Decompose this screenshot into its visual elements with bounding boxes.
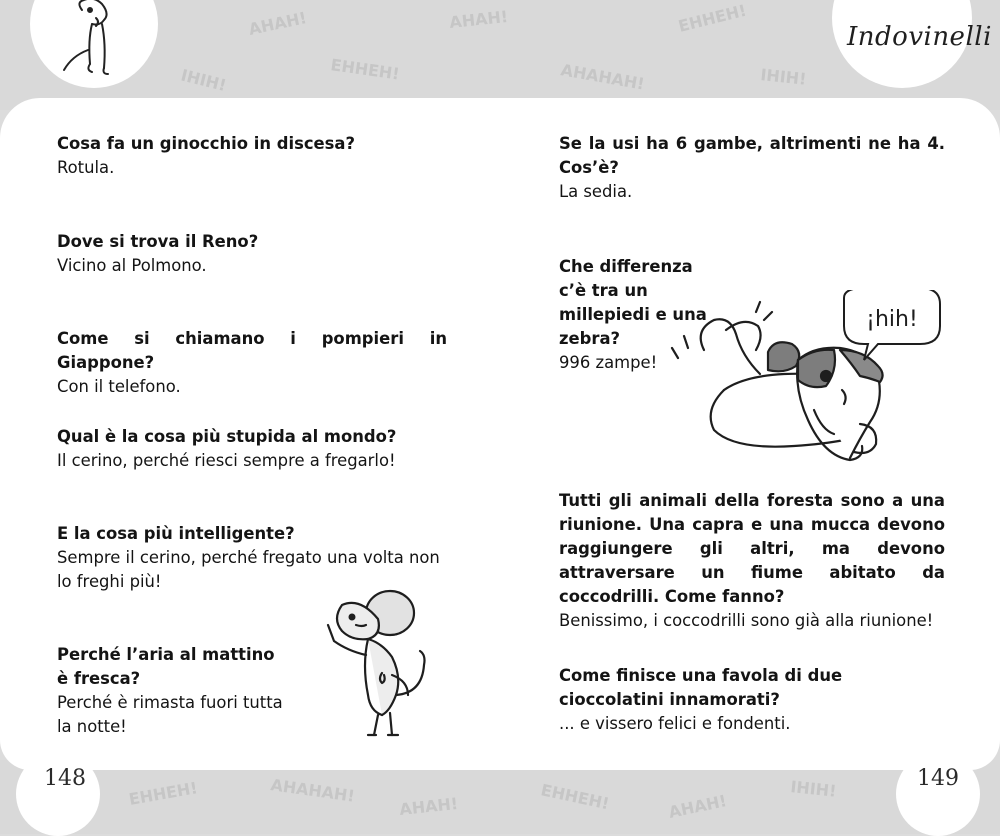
section-title: Indovinelli [847, 22, 992, 52]
riddle-question: Cosa fa un ginocchio in discesa? [57, 134, 355, 153]
riddle-answer: Sempre il cerino, perché fregato una volta non lo freghi più! [57, 548, 440, 591]
bottom-right-corner-circle [896, 752, 980, 836]
riddle-answer: 996 zampe! [559, 353, 658, 372]
riddle-question: Che differenza c’è tra un millepiedi e una zebra? [559, 257, 707, 348]
bg-word-9: AHAHAH! [269, 775, 356, 806]
riddle-item [559, 489, 945, 633]
bottom-decorative-band [0, 760, 1000, 834]
left-page-number: 148 [44, 766, 86, 791]
bg-word-6: IHIH! [759, 65, 808, 89]
bg-word-2: EHHEH! [329, 55, 401, 84]
bg-word-12: AHAH! [666, 791, 729, 822]
dog-sketch-icon [30, 0, 158, 88]
riddle-question: Perché l’aria al mattino è fresca? [57, 645, 275, 688]
bg-word-13: IHIH! [789, 777, 838, 801]
bg-word-8: EHHEH! [127, 778, 199, 809]
bg-word-10: AHAH! [398, 793, 459, 819]
riddle-question: Dove si trova il Reno? [57, 232, 259, 251]
riddle-question: E la cosa più intelligente? [57, 524, 295, 543]
riddle-item [57, 522, 447, 594]
riddle-item [559, 132, 945, 204]
bg-word-5: EHHEH! [676, 0, 749, 36]
riddle-answer: ... e vissero felici e fondenti. [559, 714, 791, 733]
riddle-item [57, 327, 447, 399]
right-page-number: 149 [917, 766, 959, 791]
riddle-answer: Perché è rimasta fuori tutta la notte! [57, 693, 283, 736]
riddle-item [57, 643, 287, 739]
background-scribbles-bottom [0, 760, 1000, 834]
riddle-question: Qual è la cosa più stupida al mondo? [57, 427, 397, 446]
riddle-answer: Benissimo, i coccodrilli sono già alla riunione! [559, 611, 934, 630]
riddle-item [57, 425, 447, 473]
riddle-answer: La sedia. [559, 182, 633, 201]
riddle-question: Tutti gli animali della foresta sono a una riunione. Una capra e una mucca devono raggiungere gli altri, ma devono attraversare un fiume abitato da coccodrilli. Come fanno? [559, 491, 945, 606]
riddle-answer: Il cerino, perché riesci sempre a fregarlo! [57, 451, 396, 470]
top-left-corner-circle [30, 0, 158, 88]
speech-bubble [844, 290, 940, 360]
riddle-question: Se la usi ha 6 gambe, altrimenti ne ha 4. Cos’è? [559, 134, 945, 177]
speech-bubble-text: ¡hih! [866, 307, 918, 332]
riddle-question: Come si chiamano i pompieri in Giappone? [57, 329, 447, 372]
riddle-answer: Rotula. [57, 158, 115, 177]
bg-word-7: IHIH! [179, 65, 229, 96]
riddle-question: Come finisce una favola di due cioccolatini innamorati? [559, 666, 843, 709]
dog-illustration [664, 290, 954, 480]
riddle-item [57, 230, 447, 278]
riddle-answer: Vicino al Polmono. [57, 256, 207, 275]
bg-word-1: AHAH! [246, 8, 309, 39]
bg-word-3: AHAH! [448, 6, 509, 32]
bg-word-4: AHAHAH! [559, 60, 646, 94]
mouse-illustration [312, 585, 452, 745]
riddle-item [57, 132, 447, 180]
bottom-left-corner-circle [16, 752, 100, 836]
riddle-answer: Con il telefono. [57, 377, 181, 396]
bg-word-11: EHHEH! [539, 780, 611, 814]
riddle-item [559, 664, 945, 736]
